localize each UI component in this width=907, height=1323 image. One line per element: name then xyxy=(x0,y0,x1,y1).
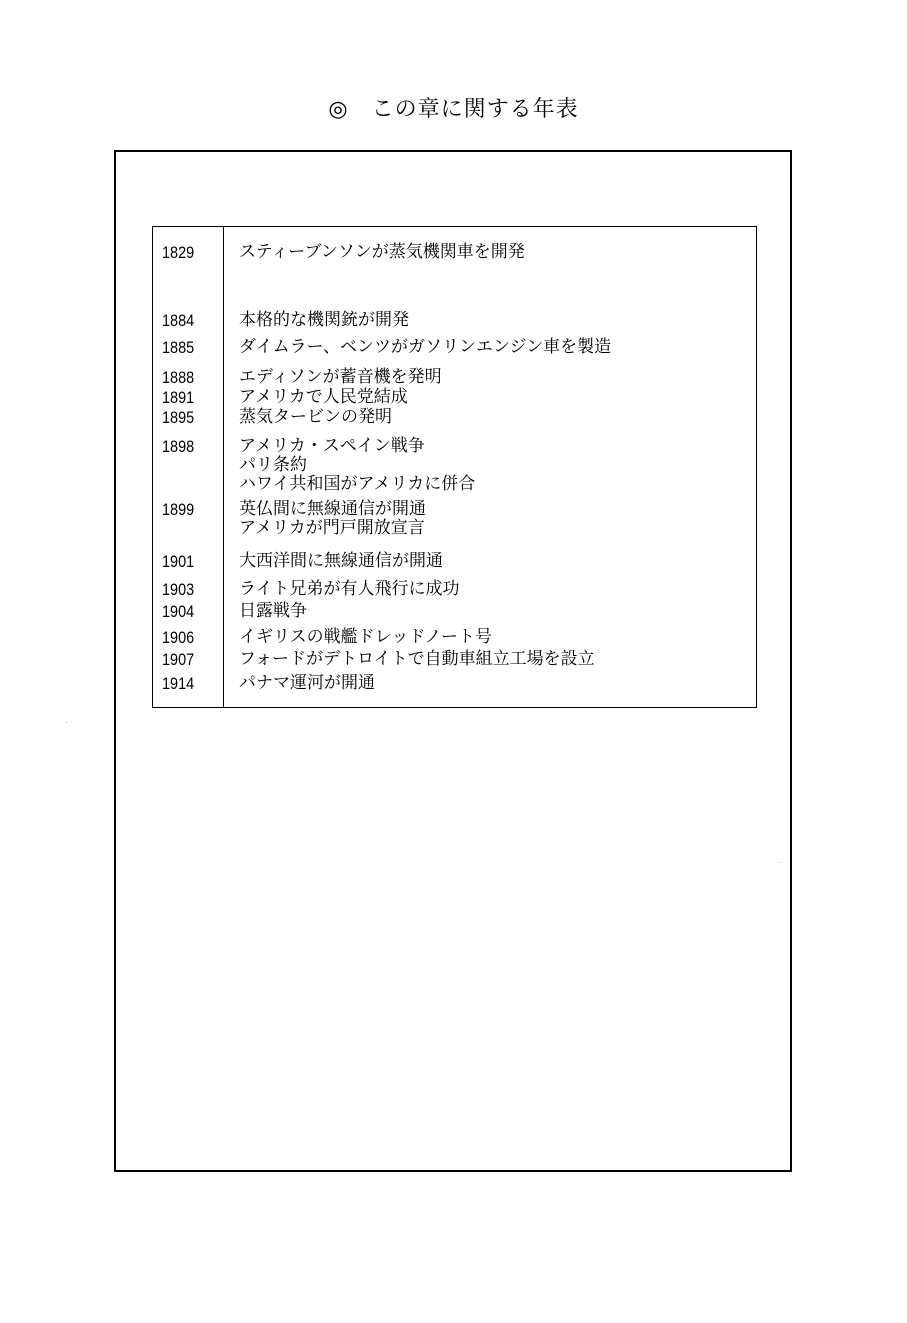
year-cell: 1914 xyxy=(162,674,195,693)
event-cell xyxy=(239,674,375,693)
year-cell: 1899 xyxy=(162,500,195,519)
event-cell xyxy=(239,602,307,621)
event-cell xyxy=(239,500,426,538)
event-cell xyxy=(239,368,442,387)
event-text: 蒸気タービンの発明 xyxy=(239,407,392,427)
column-divider xyxy=(223,227,224,707)
year-cell: 1884 xyxy=(162,311,195,330)
year-cell: 1891 xyxy=(162,388,195,407)
year-cell: 1885 xyxy=(162,338,195,357)
event-text: ライト兄弟が有人飛行に成功 xyxy=(239,579,460,599)
event-text: ダイムラー、ベンツがガソリンエンジン車を製造 xyxy=(239,337,612,357)
year-cell: 1901 xyxy=(162,552,195,571)
scan-speck xyxy=(66,722,67,723)
year-cell: 1829 xyxy=(162,243,195,262)
event-cell xyxy=(239,338,611,357)
event-text: アメリカが門戸開放宣言 xyxy=(239,518,425,538)
event-text: 本格的な機関銃が開発 xyxy=(239,310,409,330)
page-title: ◎ この章に関する年表 xyxy=(328,97,579,122)
event-text: ハワイ共和国がアメリカに併合 xyxy=(239,474,476,494)
event-text: 大西洋間に無線通信が開通 xyxy=(239,551,443,571)
event-text: 日露戦争 xyxy=(239,601,307,621)
event-text: パリ条約 xyxy=(239,455,307,475)
event-cell xyxy=(239,243,525,262)
event-cell xyxy=(239,628,492,647)
event-text: エディソンが蓄音機を発明 xyxy=(239,367,442,387)
year-cell: 1903 xyxy=(162,580,195,599)
event-text: アメリカで人民党結成 xyxy=(239,387,408,407)
event-cell xyxy=(239,311,409,330)
event-text: イギリスの戦艦ドレッドノート号 xyxy=(239,627,492,647)
event-cell xyxy=(239,408,392,427)
event-cell xyxy=(239,650,595,669)
year-cell: 1895 xyxy=(162,408,195,427)
event-cell xyxy=(239,552,443,571)
year-cell: 1904 xyxy=(162,602,195,621)
event-text: 英仏間に無線通信が開通 xyxy=(239,499,426,519)
timeline-table xyxy=(152,226,757,708)
event-text: パナマ運河が開通 xyxy=(239,673,375,693)
event-text: アメリカ・スペイン戦争 xyxy=(239,436,425,456)
event-text: スティーブンソンが蒸気機関車を開発 xyxy=(239,242,525,262)
event-cell xyxy=(239,437,475,494)
event-text: フォードがデトロイトで自動車組立工場を設立 xyxy=(239,649,595,669)
scan-speck xyxy=(779,862,780,863)
event-cell xyxy=(239,388,408,407)
year-cell: 1898 xyxy=(162,437,195,456)
year-cell: 1888 xyxy=(162,368,195,387)
event-cell xyxy=(239,580,460,599)
year-cell: 1906 xyxy=(162,628,195,647)
year-cell: 1907 xyxy=(162,650,195,669)
